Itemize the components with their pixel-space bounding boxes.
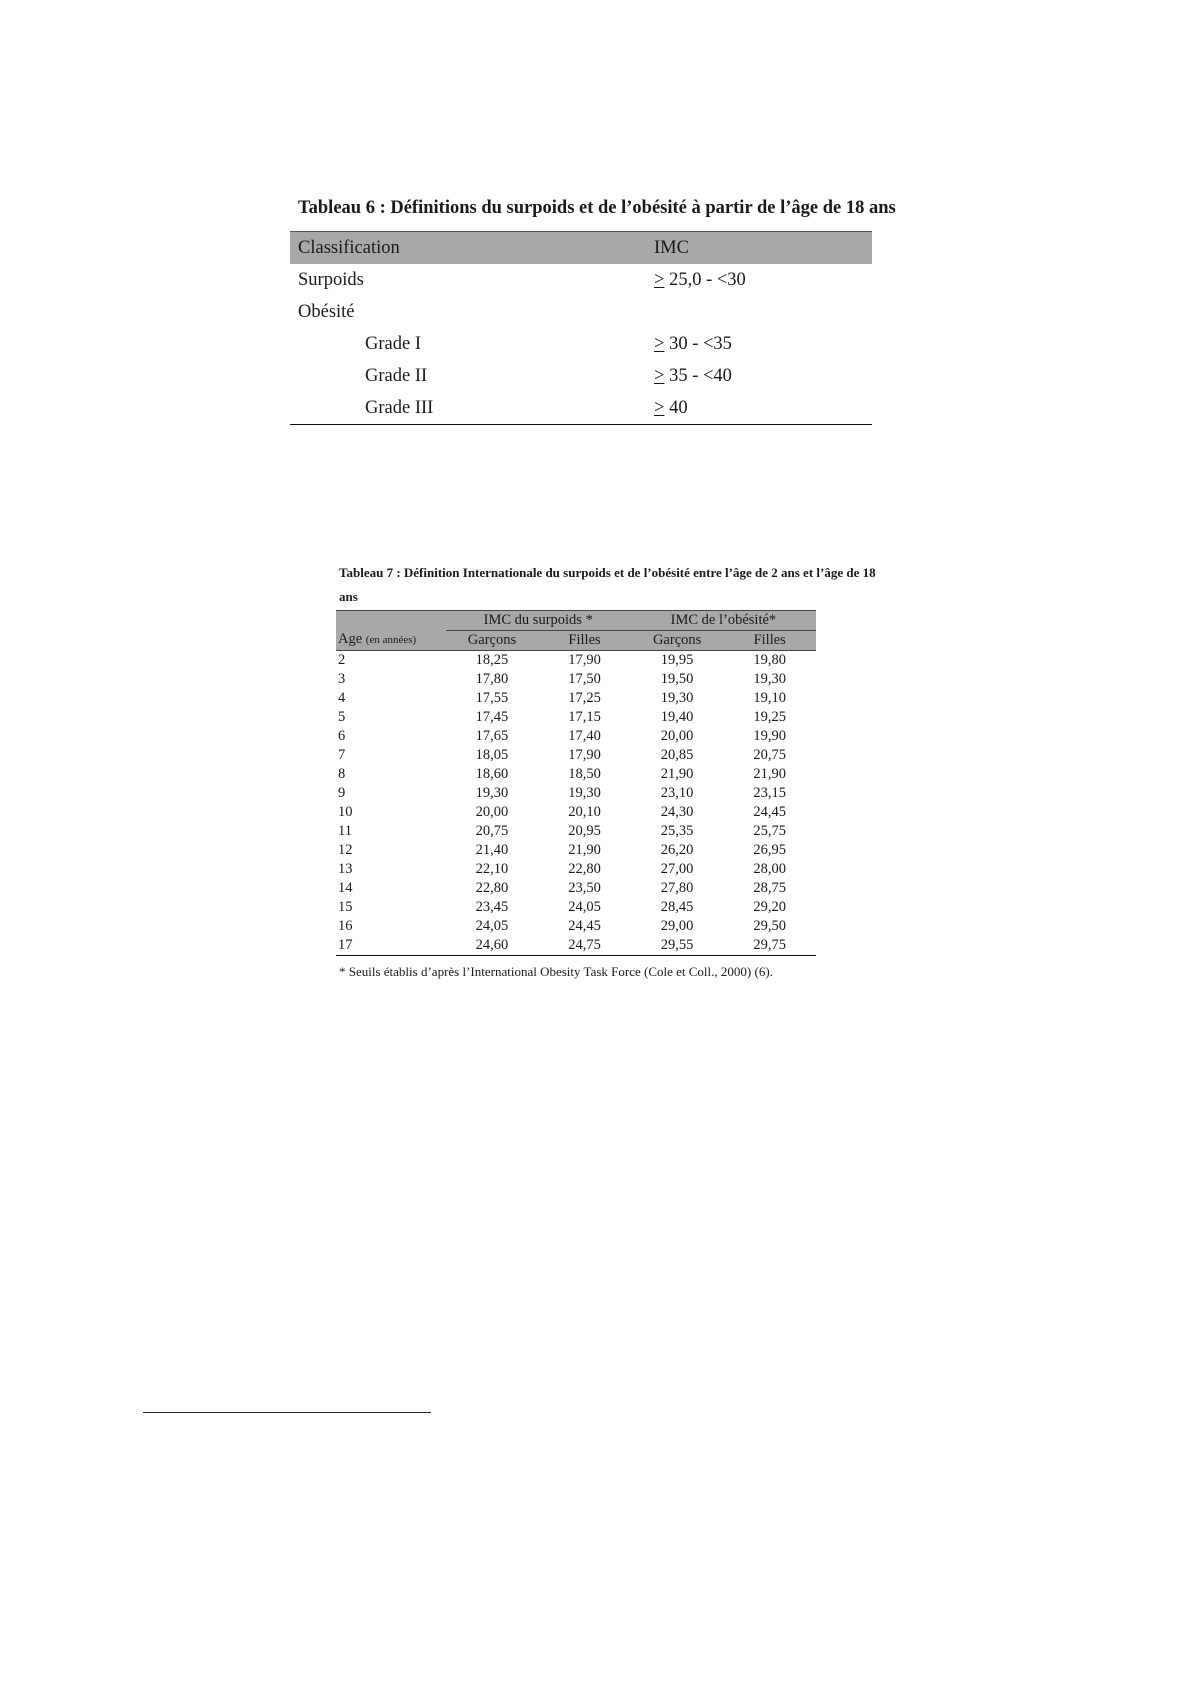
tableau7-cell-garcons-obesite: 27,80: [660, 880, 694, 896]
tableau7-row: [336, 765, 816, 784]
tableau6-header-imc: IMC: [654, 232, 872, 265]
tableau7-row: [336, 708, 816, 727]
tableau7-row: [336, 898, 816, 917]
tableau6-header-classification: Classification: [290, 232, 654, 265]
tableau7-cell-filles-surpoids: 17,90: [568, 652, 601, 668]
tableau7-title: Tableau 7 : Définition Internationale du surpoids et de l’obésité entre l’âge de 2 ans et l’âge de 18 ans: [339, 565, 876, 604]
footnote-separator: [143, 1412, 431, 1413]
tableau6-table: [290, 231, 872, 425]
tableau7-row: [336, 879, 816, 898]
tableau7-header-obesite: IMC de l’obésité*: [631, 611, 816, 631]
tableau7-cell-filles-obesite: 28,00: [753, 861, 787, 877]
tableau6-cell-imc: [654, 328, 872, 360]
tableau7-cell-age: 12: [338, 842, 353, 858]
tableau7-cell-filles-surpoids: 24,75: [538, 936, 631, 956]
tableau7-cell-garcons-obesite: 21,90: [660, 766, 694, 782]
tableau7-cell-filles-surpoids: 24,45: [568, 918, 601, 934]
tableau7-row: [336, 860, 816, 879]
tableau7-cell-filles-obesite: 29,20: [753, 899, 787, 915]
tableau6-ge-symbol: >: [654, 333, 665, 354]
tableau6-ge-symbol: >: [654, 269, 665, 290]
tableau7-cell-garcons-surpoids: 21,40: [475, 842, 509, 858]
tableau6-imc-value: 35 - <40: [664, 365, 732, 386]
tableau7-cell-filles-obesite: 19,80: [753, 652, 787, 668]
tableau7-sub-header-row: [336, 631, 816, 651]
tableau6-imc-value: 30 - <35: [664, 333, 732, 354]
tableau7-header-filles-surpoids: Filles: [538, 631, 631, 651]
tableau6-cell-classification: Surpoids: [298, 269, 364, 290]
tableau7-cell-garcons-obesite: 19,40: [660, 709, 694, 725]
tableau6-cell-imc: [654, 296, 872, 328]
tableau7-header-age-label: Age: [338, 631, 363, 648]
tableau6-imc-value: 40: [664, 397, 688, 418]
tableau7-cell-age: 9: [338, 785, 346, 801]
tableau6-cell-imc: [654, 360, 872, 392]
tableau7-cell-filles-obesite: 20,75: [753, 747, 787, 763]
tableau7-header-garcons-surpoids: Garçons: [446, 631, 539, 651]
tableau7-cell-age: 8: [338, 766, 346, 782]
tableau7-cell-garcons-obesite: 20,85: [660, 747, 694, 763]
tableau6-row: [290, 328, 872, 360]
tableau7-row: [336, 651, 816, 671]
tableau7-group-header-row: [336, 611, 816, 631]
tableau7-cell-garcons-obesite: 27,00: [660, 861, 694, 877]
tableau7-cell-garcons-surpoids: 18,25: [475, 652, 509, 668]
tableau7-cell-garcons-obesite: 24,30: [660, 804, 694, 820]
tableau7-cell-age: 17: [336, 936, 446, 956]
tableau7-cell-filles-surpoids: 17,50: [568, 671, 601, 687]
tableau7-cell-garcons-obesite: 19,95: [660, 652, 694, 668]
tableau6-cell-classification: Grade I: [365, 333, 421, 354]
tableau7-table: [336, 610, 816, 956]
tableau6-ge-symbol: >: [654, 397, 665, 418]
tableau7-header-empty: [336, 611, 446, 631]
tableau7-cell-garcons-obesite: 20,00: [660, 728, 694, 744]
tableau7-cell-filles-obesite: 28,75: [753, 880, 787, 896]
tableau6-body: [290, 264, 872, 425]
tableau7-header-age-unit: (en années): [365, 634, 417, 647]
tableau7-cell-filles-surpoids: 17,15: [568, 709, 601, 725]
tableau7-header-age: [336, 631, 446, 651]
tableau6-row: [290, 264, 872, 296]
tableau7-cell-filles-obesite: 23,15: [753, 785, 787, 801]
tableau7-row: [336, 670, 816, 689]
tableau7-cell-garcons-surpoids: 20,75: [475, 823, 509, 839]
tableau7-row: [336, 784, 816, 803]
tableau6-title: Tableau 6 : Définitions du surpoids et de l’obésité à partir de l’âge de 18 ans: [298, 198, 896, 218]
tableau7-row: [336, 822, 816, 841]
tableau7-row: [336, 917, 816, 936]
tableau6-cell-imc: [654, 392, 872, 425]
tableau7-cell-filles-surpoids: 22,80: [568, 861, 601, 877]
tableau7-header-surpoids: IMC du surpoids *: [446, 611, 631, 631]
tableau7-cell-filles-surpoids: 24,05: [568, 899, 601, 915]
tableau7-note: * Seuils établis d’après l’International Obesity Task Force (Cole et Coll., 2000) (6).: [339, 964, 773, 979]
tableau7-cell-filles-obesite: 19,30: [753, 671, 787, 687]
tableau7-cell-age: 14: [338, 880, 353, 896]
tableau7-cell-filles-surpoids: 20,10: [568, 804, 601, 820]
tableau6-cell-imc: [654, 264, 872, 296]
tableau7-row: [336, 936, 816, 956]
tableau7-cell-garcons-surpoids: 24,60: [446, 936, 539, 956]
tableau7-cell-filles-obesite: 19,10: [753, 690, 787, 706]
tableau7-row: [336, 746, 816, 765]
tableau6-imc-value: 25,0 - <30: [664, 269, 746, 290]
tableau7-cell-filles-obesite: 26,95: [753, 842, 787, 858]
tableau7-cell-filles-surpoids: 23,50: [568, 880, 601, 896]
tableau7-cell-age: 2: [338, 652, 346, 668]
tableau7-cell-garcons-surpoids: 22,10: [475, 861, 509, 877]
tableau7-row: [336, 727, 816, 746]
tableau7-cell-age: 4: [338, 690, 346, 706]
tableau6-row: [290, 392, 872, 425]
tableau6-cell-classification: Grade II: [365, 365, 428, 386]
tableau6-ge-symbol: >: [654, 365, 665, 386]
tableau7-cell-filles-surpoids: 18,50: [568, 766, 601, 782]
tableau7-cell-garcons-obesite: 25,35: [660, 823, 694, 839]
tableau7-cell-garcons-surpoids: 18,05: [475, 747, 509, 763]
tableau7-cell-filles-obesite: 25,75: [753, 823, 787, 839]
tableau7-row: [336, 841, 816, 860]
tableau7-cell-garcons-obesite: 29,55: [631, 936, 724, 956]
tableau7-cell-garcons-obesite: 19,50: [660, 671, 694, 687]
tableau7-cell-garcons-surpoids: 18,60: [475, 766, 509, 782]
tableau7-header-garcons-obesite: Garçons: [631, 631, 724, 651]
tableau7-cell-garcons-obesite: 28,45: [660, 899, 694, 915]
tableau7-cell-filles-surpoids: 20,95: [568, 823, 601, 839]
tableau7-cell-age: 13: [338, 861, 353, 877]
tableau7-cell-filles-surpoids: 17,25: [568, 690, 601, 706]
tableau7-cell-garcons-surpoids: 17,55: [475, 690, 509, 706]
tableau7-cell-filles-surpoids: 17,90: [568, 747, 601, 763]
tableau7-cell-age: 3: [338, 671, 346, 687]
tableau7-cell-filles-obesite: 29,50: [753, 918, 787, 934]
tableau7-cell-filles-obesite: 19,25: [753, 709, 787, 725]
tableau7-cell-filles-obesite: 29,75: [723, 936, 816, 956]
tableau6-row: [290, 296, 872, 328]
tableau7-cell-garcons-surpoids: 17,80: [475, 671, 509, 687]
tableau7-cell-garcons-surpoids: 22,80: [475, 880, 509, 896]
tableau6-cell-classification: Grade III: [290, 392, 654, 425]
tableau7-cell-garcons-surpoids: 24,05: [475, 918, 509, 934]
tableau7-cell-age: 7: [338, 747, 346, 763]
tableau7-cell-garcons-surpoids: 17,65: [475, 728, 509, 744]
tableau6-cell-classification: Obésité: [298, 301, 355, 322]
tableau7-cell-garcons-obesite: 23,10: [660, 785, 694, 801]
tableau7-cell-garcons-obesite: 29,00: [660, 918, 694, 934]
tableau7-cell-garcons-obesite: 26,20: [660, 842, 694, 858]
tableau7-cell-filles-obesite: 21,90: [753, 766, 787, 782]
tableau7-cell-age: 16: [338, 918, 353, 934]
tableau7-body: [336, 651, 816, 956]
tableau7-cell-filles-obesite: 19,90: [753, 728, 787, 744]
tableau7-cell-age: 5: [338, 709, 346, 725]
tableau7-cell-age: 6: [338, 728, 346, 744]
tableau6-row: [290, 360, 872, 392]
tableau7-row: [336, 689, 816, 708]
tableau7-cell-garcons-surpoids: 23,45: [475, 899, 509, 915]
tableau7-cell-filles-surpoids: 17,40: [568, 728, 601, 744]
tableau7-row: [336, 803, 816, 822]
tableau7-header-filles-obesite: Filles: [723, 631, 816, 651]
tableau7-cell-filles-obesite: 24,45: [753, 804, 787, 820]
tableau7-cell-filles-surpoids: 19,30: [568, 785, 601, 801]
tableau7-cell-garcons-obesite: 19,30: [660, 690, 694, 706]
tableau7-cell-filles-surpoids: 21,90: [568, 842, 601, 858]
tableau7-cell-garcons-surpoids: 20,00: [475, 804, 509, 820]
tableau7-cell-age: 10: [338, 804, 353, 820]
tableau7-cell-age: 11: [338, 823, 352, 839]
tableau6-header-row: [290, 232, 872, 265]
tableau7-cell-garcons-surpoids: 19,30: [475, 785, 509, 801]
tableau7-cell-age: 15: [338, 899, 353, 915]
tableau7-cell-garcons-surpoids: 17,45: [475, 709, 509, 725]
